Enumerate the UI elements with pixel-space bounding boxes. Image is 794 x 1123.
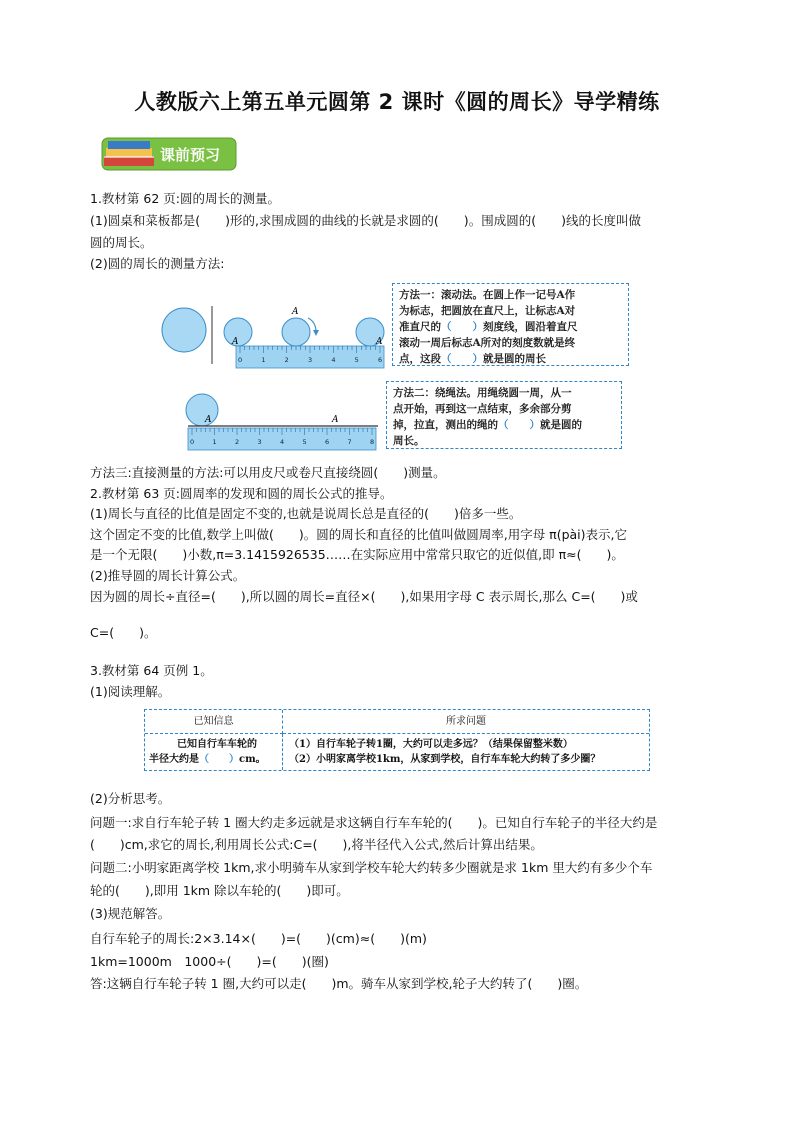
text-line: 问题一:求自行车轮子转 1 圈大约走多远就是求这辆自行车车轮的( )。已知自行车轮子的半径大约是 bbox=[90, 815, 658, 830]
badge-label: 课前预习 bbox=[160, 146, 221, 164]
text-line: 是一个无限( )小数,π=3.1415926535……在实际应用中常常只取它的近似值,即 π≈( )。 bbox=[90, 547, 624, 562]
text-line: 3.教材第 64 页例 1。 bbox=[90, 663, 213, 678]
ruler-tick-label: 5 bbox=[302, 438, 307, 446]
method-text: 掉，拉直，测出的绳的 bbox=[393, 419, 498, 431]
ruler-tick-label: 2 bbox=[235, 438, 240, 446]
text-line: (2)分析思考。 bbox=[90, 791, 171, 806]
mark-a-label: A bbox=[332, 415, 339, 425]
page-title: 人教版六上第五单元圆第 2 课时《圆的周长》导学精练 bbox=[134, 90, 660, 114]
text-line: 因为圆的周长÷直径=( ),所以圆的周长=直径×( ),如果用字母 C 表示周长,那么 C=( )或 bbox=[90, 589, 638, 604]
ruler-tick-label: 4 bbox=[331, 356, 336, 364]
ruler-tick-label: 3 bbox=[257, 438, 262, 446]
text-line: (3)规范解答。 bbox=[90, 906, 171, 921]
text-line: 1.教材第 62 页:圆的周长的测量。 bbox=[90, 191, 280, 206]
ruler-tick-label: 6 bbox=[325, 438, 330, 446]
method-one-box bbox=[392, 283, 629, 366]
ruler-tick-label: 8 bbox=[370, 438, 375, 446]
method-text: 刻度线，圆沿着直尺 bbox=[483, 321, 578, 333]
ruler-tick-label: 0 bbox=[190, 438, 195, 446]
table-text: （1）自行车轮子转1圈，大约可以走多远？（结果保留整米数） bbox=[289, 739, 573, 750]
mark-a-label: A bbox=[376, 337, 383, 347]
ruler-tick-label: 1 bbox=[212, 438, 217, 446]
table-text: 已知自行车车轮的 bbox=[177, 739, 257, 750]
answer-blank[interactable]: （ ） bbox=[199, 754, 239, 765]
ruler-tick-label: 6 bbox=[378, 356, 383, 364]
method-text: 周长。 bbox=[393, 435, 425, 447]
method-text: 点，这段 bbox=[399, 353, 441, 365]
text-line: 方法三:直接测量的方法:可以用皮尺或卷尺直接绕圆( )测量。 bbox=[90, 465, 446, 480]
method-text: 方法一：滚动法。在圆上作一记号A作 bbox=[399, 289, 576, 301]
text-line: 自行车轮子的周长:2×3.14×( )=( )(cm)≈( )(m) bbox=[90, 931, 427, 946]
text-line: 问题二:小明家距离学校 1km,求小明骑车从家到学校车轮大约转多少圈就是求 1km 里大约有多少个车 bbox=[90, 860, 653, 875]
table-header-known: 已知信息 bbox=[145, 710, 283, 734]
table-text: （2）小明家离学校1km，从家到学校，自行车车轮大约转了多少圈？ bbox=[289, 754, 601, 765]
text-line: C=( )。 bbox=[90, 625, 157, 640]
ruler-tick-label: 5 bbox=[354, 356, 359, 364]
table-cell-questions bbox=[283, 734, 649, 770]
answer-blank[interactable]: （ ） bbox=[498, 419, 540, 431]
arrow-head-icon bbox=[313, 330, 319, 336]
rolling-method-illustration bbox=[158, 296, 394, 372]
ruler-tick-label: 3 bbox=[308, 356, 313, 364]
method-text: 方法二：绕绳法。用绳绕圆一周，从一 bbox=[393, 387, 572, 399]
table-text: cm。 bbox=[239, 754, 266, 765]
method-text: 滚动一周后标志A所对的刻度数就是终 bbox=[399, 337, 576, 349]
method-two-box bbox=[386, 381, 622, 449]
mark-a-label: A bbox=[232, 337, 239, 347]
circle-shape bbox=[186, 394, 218, 426]
text-line: 1km=1000m 1000÷( )=( )(圈) bbox=[90, 954, 329, 969]
mark-a-label: A bbox=[292, 307, 299, 317]
table-cell-known bbox=[145, 734, 283, 770]
table-header-question: 所求问题 bbox=[283, 710, 649, 734]
answer-blank[interactable]: （ ） bbox=[441, 321, 483, 333]
preview-badge bbox=[96, 134, 238, 174]
string-method-illustration bbox=[182, 382, 382, 454]
text-line: 轮的( ),即用 1km 除以车轮的( )即可。 bbox=[90, 883, 349, 898]
text-line: 圆的周长。 bbox=[90, 235, 153, 250]
mark-a-label: A bbox=[205, 415, 212, 425]
text-line: (1)圆桌和菜板都是( )形的,求围成圆的曲线的长就是求圆的( )。围成圆的( )线的长度叫做 bbox=[90, 213, 641, 228]
text-line: (2)圆的周长的测量方法: bbox=[90, 256, 225, 271]
method-text: 就是圆的周长 bbox=[483, 353, 546, 365]
answer-blank[interactable]: （ ） bbox=[441, 353, 483, 365]
text-line: 这个固定不变的比值,数学上叫做( )。圆的周长和直径的比值叫做圆周率,用字母 π(pài)表示,它 bbox=[90, 527, 627, 542]
ruler-tick-label: 2 bbox=[284, 356, 289, 364]
method-text: 点开始，再到这一点结束，多余部分剪 bbox=[393, 403, 572, 415]
circle-shape bbox=[162, 308, 206, 352]
ruler-tick-label: 1 bbox=[261, 356, 266, 364]
text-line: (1)周长与直径的比值是固定不变的,也就是说周长总是直径的( )倍多一些。 bbox=[90, 506, 522, 521]
ruler-tick-label: 0 bbox=[238, 356, 243, 364]
method-text: 就是圆的 bbox=[540, 419, 582, 431]
table-text: 半径大约是 bbox=[149, 754, 199, 765]
info-table bbox=[144, 709, 650, 771]
text-line: (2)推导圆的周长计算公式。 bbox=[90, 568, 246, 583]
circle-shape bbox=[282, 318, 310, 346]
method-text: 准直尺的 bbox=[399, 321, 441, 333]
text-line: (1)阅读理解。 bbox=[90, 684, 171, 699]
text-line: 答:这辆自行车轮子转 1 圈,大约可以走( )m。骑车从家到学校,轮子大约转了( )圈。 bbox=[90, 976, 588, 991]
ruler-tick-label: 7 bbox=[347, 438, 352, 446]
text-line: 2.教材第 63 页:圆周率的发现和圆的周长公式的推导。 bbox=[90, 486, 393, 501]
method-text: 为标志，把圆放在直尺上，让标志A对 bbox=[399, 305, 576, 317]
text-line: ( )cm,求它的周长,利用周长公式:C=( ),将半径代入公式,然后计算出结果。 bbox=[90, 837, 543, 852]
ruler-tick-label: 4 bbox=[280, 438, 285, 446]
